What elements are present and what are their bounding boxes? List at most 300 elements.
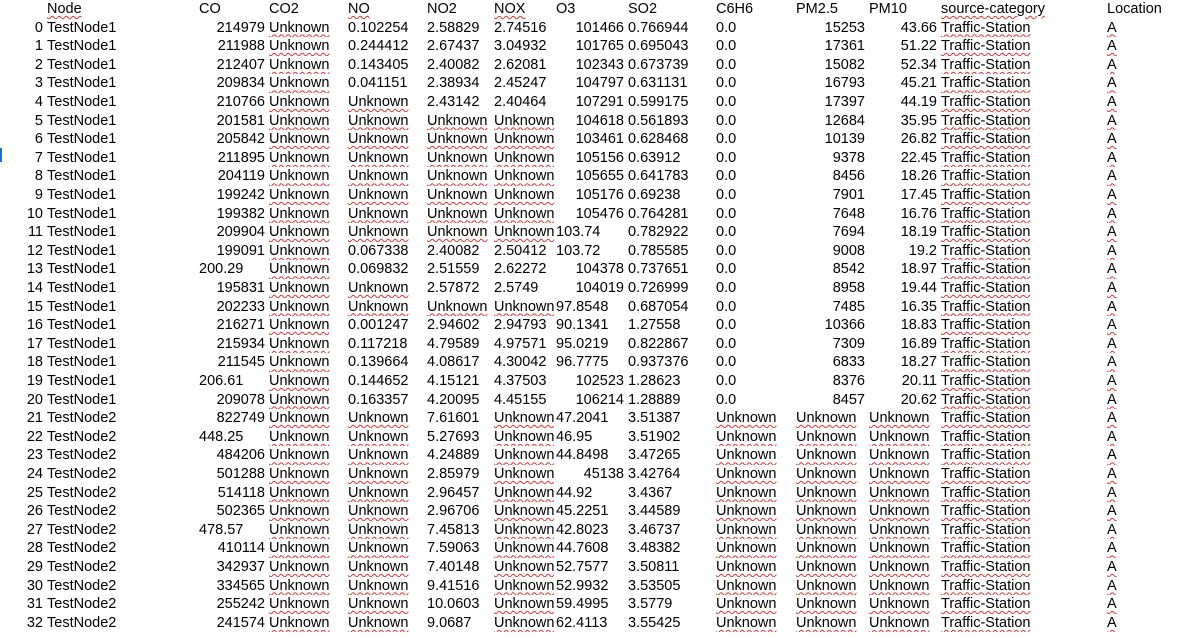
cell-nox[interactable]: [492, 130, 554, 149]
cell-no[interactable]: [346, 521, 425, 540]
cell-no2[interactable]: [425, 260, 492, 279]
cell-no[interactable]: [346, 93, 425, 112]
cell-c6h6[interactable]: [714, 391, 794, 410]
cell-no[interactable]: [346, 167, 425, 186]
cell-node[interactable]: [45, 372, 197, 391]
cell-co[interactable]: [197, 316, 267, 335]
cell-o3[interactable]: [554, 353, 626, 372]
cell-o3[interactable]: [554, 614, 626, 633]
cell-so2[interactable]: [626, 186, 714, 205]
cell-nox[interactable]: [492, 260, 554, 279]
cell-node[interactable]: [45, 37, 197, 56]
cell-so2[interactable]: [626, 223, 714, 242]
cell-pm10[interactable]: [867, 130, 939, 149]
cell-o3[interactable]: [554, 465, 626, 484]
cell-pm25[interactable]: [794, 372, 867, 391]
cell-index[interactable]: [0, 149, 45, 168]
cell-co[interactable]: [197, 353, 267, 372]
cell-source-category[interactable]: [939, 484, 1105, 503]
cell-pm10[interactable]: [867, 353, 939, 372]
cell-node[interactable]: [45, 521, 197, 540]
cell-no[interactable]: [346, 446, 425, 465]
cell-no2[interactable]: [425, 595, 492, 614]
cell-pm10[interactable]: [867, 186, 939, 205]
cell-c6h6[interactable]: [714, 74, 794, 93]
cell-no[interactable]: [346, 149, 425, 168]
cell-source-category[interactable]: [939, 260, 1105, 279]
cell-no2[interactable]: [425, 484, 492, 503]
cell-node[interactable]: [45, 595, 197, 614]
cell-node[interactable]: [45, 279, 197, 298]
cell-no2[interactable]: [425, 335, 492, 354]
cell-index[interactable]: [0, 558, 45, 577]
cell-co2[interactable]: [267, 149, 346, 168]
cell-nox[interactable]: [492, 595, 554, 614]
cell-location[interactable]: [1105, 502, 1200, 521]
cell-o3[interactable]: [554, 242, 626, 261]
cell-pm10[interactable]: [867, 539, 939, 558]
cell-pm25[interactable]: [794, 446, 867, 465]
cell-no[interactable]: [346, 353, 425, 372]
cell-no2[interactable]: [425, 558, 492, 577]
cell-source-category[interactable]: [939, 372, 1105, 391]
cell-location[interactable]: [1105, 279, 1200, 298]
cell-o3[interactable]: [554, 316, 626, 335]
header-cell-nox[interactable]: [492, 0, 554, 19]
cell-index[interactable]: [0, 260, 45, 279]
cell-c6h6[interactable]: [714, 409, 794, 428]
cell-so2[interactable]: [626, 130, 714, 149]
cell-so2[interactable]: [626, 167, 714, 186]
cell-no2[interactable]: [425, 167, 492, 186]
cell-co[interactable]: [197, 614, 267, 633]
cell-source-category[interactable]: [939, 614, 1105, 633]
cell-location[interactable]: [1105, 484, 1200, 503]
cell-c6h6[interactable]: [714, 335, 794, 354]
cell-co[interactable]: [197, 186, 267, 205]
cell-so2[interactable]: [626, 149, 714, 168]
cell-nox[interactable]: [492, 186, 554, 205]
cell-no2[interactable]: [425, 56, 492, 75]
cell-co[interactable]: [197, 521, 267, 540]
header-cell-source-category[interactable]: [939, 0, 1105, 19]
cell-pm10[interactable]: [867, 19, 939, 38]
cell-node[interactable]: [45, 112, 197, 131]
cell-co[interactable]: [197, 112, 267, 131]
cell-index[interactable]: [0, 446, 45, 465]
cell-nox[interactable]: [492, 353, 554, 372]
cell-so2[interactable]: [626, 112, 714, 131]
cell-pm25[interactable]: [794, 335, 867, 354]
cell-co[interactable]: [197, 242, 267, 261]
cell-no2[interactable]: [425, 186, 492, 205]
cell-no2[interactable]: [425, 149, 492, 168]
cell-nox[interactable]: [492, 577, 554, 596]
cell-pm25[interactable]: [794, 502, 867, 521]
cell-co2[interactable]: [267, 242, 346, 261]
cell-node[interactable]: [45, 93, 197, 112]
cell-co2[interactable]: [267, 93, 346, 112]
cell-node[interactable]: [45, 577, 197, 596]
cell-pm25[interactable]: [794, 186, 867, 205]
cell-o3[interactable]: [554, 428, 626, 447]
cell-co2[interactable]: [267, 372, 346, 391]
cell-location[interactable]: [1105, 74, 1200, 93]
cell-o3[interactable]: [554, 223, 626, 242]
cell-nox[interactable]: [492, 614, 554, 633]
cell-pm25[interactable]: [794, 242, 867, 261]
cell-pm10[interactable]: [867, 595, 939, 614]
cell-no[interactable]: [346, 56, 425, 75]
cell-index[interactable]: [0, 428, 45, 447]
cell-node[interactable]: [45, 614, 197, 633]
cell-pm10[interactable]: [867, 484, 939, 503]
cell-no[interactable]: [346, 595, 425, 614]
cell-no[interactable]: [346, 577, 425, 596]
cell-o3[interactable]: [554, 446, 626, 465]
cell-nox[interactable]: [492, 149, 554, 168]
cell-pm10[interactable]: [867, 93, 939, 112]
cell-index[interactable]: [0, 186, 45, 205]
cell-co[interactable]: [197, 37, 267, 56]
cell-index[interactable]: [0, 335, 45, 354]
cell-source-category[interactable]: [939, 446, 1105, 465]
cell-node[interactable]: [45, 428, 197, 447]
cell-no[interactable]: [346, 260, 425, 279]
cell-so2[interactable]: [626, 298, 714, 317]
cell-node[interactable]: [45, 484, 197, 503]
cell-pm10[interactable]: [867, 409, 939, 428]
cell-index[interactable]: [0, 37, 45, 56]
cell-location[interactable]: [1105, 595, 1200, 614]
cell-pm25[interactable]: [794, 558, 867, 577]
cell-co2[interactable]: [267, 298, 346, 317]
cell-pm10[interactable]: [867, 521, 939, 540]
header-cell-no2[interactable]: [425, 0, 492, 19]
cell-nox[interactable]: [492, 465, 554, 484]
cell-co2[interactable]: [267, 484, 346, 503]
cell-no2[interactable]: [425, 223, 492, 242]
cell-index[interactable]: [0, 205, 45, 224]
cell-pm10[interactable]: [867, 465, 939, 484]
cell-co2[interactable]: [267, 446, 346, 465]
cell-index[interactable]: [0, 279, 45, 298]
cell-index[interactable]: [0, 577, 45, 596]
cell-c6h6[interactable]: [714, 112, 794, 131]
header-cell-co[interactable]: [197, 0, 267, 19]
cell-source-category[interactable]: [939, 595, 1105, 614]
cell-index[interactable]: [0, 372, 45, 391]
cell-pm25[interactable]: [794, 539, 867, 558]
cell-co2[interactable]: [267, 353, 346, 372]
cell-no[interactable]: [346, 614, 425, 633]
cell-index[interactable]: [0, 521, 45, 540]
cell-pm25[interactable]: [794, 112, 867, 131]
cell-c6h6[interactable]: [714, 428, 794, 447]
cell-index[interactable]: [0, 614, 45, 633]
cell-source-category[interactable]: [939, 186, 1105, 205]
cell-pm25[interactable]: [794, 409, 867, 428]
cell-nox[interactable]: [492, 372, 554, 391]
cell-no2[interactable]: [425, 316, 492, 335]
cell-co2[interactable]: [267, 56, 346, 75]
cell-no[interactable]: [346, 372, 425, 391]
cell-index[interactable]: [0, 465, 45, 484]
cell-co[interactable]: [197, 205, 267, 224]
cell-index[interactable]: [0, 167, 45, 186]
cell-index[interactable]: [0, 93, 45, 112]
cell-location[interactable]: [1105, 56, 1200, 75]
cell-pm25[interactable]: [794, 353, 867, 372]
cell-node[interactable]: [45, 260, 197, 279]
cell-node[interactable]: [45, 353, 197, 372]
cell-nox[interactable]: [492, 279, 554, 298]
cell-source-category[interactable]: [939, 558, 1105, 577]
cell-co[interactable]: [197, 279, 267, 298]
cell-no2[interactable]: [425, 19, 492, 38]
cell-pm10[interactable]: [867, 391, 939, 410]
header-cell-pm10[interactable]: [867, 0, 939, 19]
header-cell-co2[interactable]: [267, 0, 346, 19]
cell-no2[interactable]: [425, 74, 492, 93]
cell-location[interactable]: [1105, 167, 1200, 186]
cell-o3[interactable]: [554, 335, 626, 354]
cell-o3[interactable]: [554, 484, 626, 503]
cell-c6h6[interactable]: [714, 577, 794, 596]
cell-co[interactable]: [197, 539, 267, 558]
cell-co2[interactable]: [267, 112, 346, 131]
cell-no[interactable]: [346, 428, 425, 447]
cell-pm10[interactable]: [867, 149, 939, 168]
cell-pm10[interactable]: [867, 223, 939, 242]
cell-co[interactable]: [197, 372, 267, 391]
cell-co[interactable]: [197, 446, 267, 465]
cell-pm10[interactable]: [867, 614, 939, 633]
cell-co2[interactable]: [267, 279, 346, 298]
cell-o3[interactable]: [554, 595, 626, 614]
cell-location[interactable]: [1105, 112, 1200, 131]
cell-no[interactable]: [346, 279, 425, 298]
cell-o3[interactable]: [554, 372, 626, 391]
cell-co[interactable]: [197, 484, 267, 503]
cell-so2[interactable]: [626, 595, 714, 614]
cell-co2[interactable]: [267, 223, 346, 242]
cell-no[interactable]: [346, 409, 425, 428]
cell-so2[interactable]: [626, 93, 714, 112]
cell-co[interactable]: [197, 260, 267, 279]
cell-node[interactable]: [45, 242, 197, 261]
cell-c6h6[interactable]: [714, 186, 794, 205]
cell-pm25[interactable]: [794, 484, 867, 503]
cell-no2[interactable]: [425, 130, 492, 149]
cell-co2[interactable]: [267, 577, 346, 596]
cell-index[interactable]: [0, 409, 45, 428]
cell-nox[interactable]: [492, 335, 554, 354]
cell-source-category[interactable]: [939, 167, 1105, 186]
cell-o3[interactable]: [554, 149, 626, 168]
cell-pm10[interactable]: [867, 167, 939, 186]
header-cell-no[interactable]: [346, 0, 425, 19]
cell-so2[interactable]: [626, 74, 714, 93]
cell-node[interactable]: [45, 391, 197, 410]
cell-c6h6[interactable]: [714, 205, 794, 224]
cell-nox[interactable]: [492, 298, 554, 317]
cell-location[interactable]: [1105, 372, 1200, 391]
cell-no2[interactable]: [425, 577, 492, 596]
cell-source-category[interactable]: [939, 74, 1105, 93]
cell-o3[interactable]: [554, 279, 626, 298]
cell-source-category[interactable]: [939, 409, 1105, 428]
cell-no2[interactable]: [425, 205, 492, 224]
cell-c6h6[interactable]: [714, 521, 794, 540]
cell-co[interactable]: [197, 93, 267, 112]
cell-pm10[interactable]: [867, 37, 939, 56]
cell-c6h6[interactable]: [714, 298, 794, 317]
cell-so2[interactable]: [626, 428, 714, 447]
cell-no2[interactable]: [425, 521, 492, 540]
cell-c6h6[interactable]: [714, 539, 794, 558]
cell-location[interactable]: [1105, 577, 1200, 596]
cell-source-category[interactable]: [939, 521, 1105, 540]
cell-node[interactable]: [45, 74, 197, 93]
cell-nox[interactable]: [492, 167, 554, 186]
cell-nox[interactable]: [492, 446, 554, 465]
cell-co2[interactable]: [267, 186, 346, 205]
cell-nox[interactable]: [492, 409, 554, 428]
cell-no[interactable]: [346, 19, 425, 38]
cell-pm10[interactable]: [867, 112, 939, 131]
cell-pm10[interactable]: [867, 502, 939, 521]
cell-source-category[interactable]: [939, 577, 1105, 596]
cell-co[interactable]: [197, 223, 267, 242]
cell-so2[interactable]: [626, 484, 714, 503]
cell-co2[interactable]: [267, 409, 346, 428]
cell-source-category[interactable]: [939, 316, 1105, 335]
cell-source-category[interactable]: [939, 391, 1105, 410]
cell-pm10[interactable]: [867, 260, 939, 279]
cell-o3[interactable]: [554, 502, 626, 521]
cell-no[interactable]: [346, 298, 425, 317]
cell-source-category[interactable]: [939, 279, 1105, 298]
cell-source-category[interactable]: [939, 112, 1105, 131]
cell-co[interactable]: [197, 465, 267, 484]
cell-co[interactable]: [197, 149, 267, 168]
cell-no2[interactable]: [425, 428, 492, 447]
cell-source-category[interactable]: [939, 353, 1105, 372]
cell-node[interactable]: [45, 56, 197, 75]
cell-index[interactable]: [0, 502, 45, 521]
cell-o3[interactable]: [554, 577, 626, 596]
cell-location[interactable]: [1105, 260, 1200, 279]
cell-co2[interactable]: [267, 167, 346, 186]
cell-no[interactable]: [346, 502, 425, 521]
cell-co2[interactable]: [267, 391, 346, 410]
cell-source-category[interactable]: [939, 502, 1105, 521]
cell-c6h6[interactable]: [714, 558, 794, 577]
cell-co[interactable]: [197, 409, 267, 428]
cell-no2[interactable]: [425, 614, 492, 633]
cell-location[interactable]: [1105, 409, 1200, 428]
header-cell-node[interactable]: [45, 0, 197, 19]
cell-location[interactable]: [1105, 19, 1200, 38]
cell-location[interactable]: [1105, 614, 1200, 633]
cell-no2[interactable]: [425, 372, 492, 391]
cell-c6h6[interactable]: [714, 446, 794, 465]
cell-c6h6[interactable]: [714, 242, 794, 261]
cell-co2[interactable]: [267, 260, 346, 279]
cell-o3[interactable]: [554, 205, 626, 224]
cell-no2[interactable]: [425, 279, 492, 298]
cell-c6h6[interactable]: [714, 130, 794, 149]
cell-so2[interactable]: [626, 56, 714, 75]
cell-pm10[interactable]: [867, 56, 939, 75]
cell-c6h6[interactable]: [714, 93, 794, 112]
cell-so2[interactable]: [626, 372, 714, 391]
cell-source-category[interactable]: [939, 37, 1105, 56]
cell-pm10[interactable]: [867, 279, 939, 298]
cell-co2[interactable]: [267, 539, 346, 558]
cell-source-category[interactable]: [939, 56, 1105, 75]
cell-no[interactable]: [346, 130, 425, 149]
cell-node[interactable]: [45, 130, 197, 149]
cell-c6h6[interactable]: [714, 595, 794, 614]
cell-co[interactable]: [197, 56, 267, 75]
cell-node[interactable]: [45, 539, 197, 558]
cell-o3[interactable]: [554, 112, 626, 131]
cell-no[interactable]: [346, 484, 425, 503]
cell-nox[interactable]: [492, 539, 554, 558]
cell-source-category[interactable]: [939, 93, 1105, 112]
cell-c6h6[interactable]: [714, 37, 794, 56]
cell-co2[interactable]: [267, 205, 346, 224]
cell-nox[interactable]: [492, 19, 554, 38]
cell-location[interactable]: [1105, 130, 1200, 149]
cell-source-category[interactable]: [939, 539, 1105, 558]
cell-location[interactable]: [1105, 539, 1200, 558]
cell-pm25[interactable]: [794, 391, 867, 410]
cell-no[interactable]: [346, 391, 425, 410]
cell-location[interactable]: [1105, 335, 1200, 354]
cell-so2[interactable]: [626, 279, 714, 298]
cell-index[interactable]: [0, 539, 45, 558]
cell-node[interactable]: [45, 316, 197, 335]
cell-so2[interactable]: [626, 335, 714, 354]
cell-pm25[interactable]: [794, 260, 867, 279]
cell-pm25[interactable]: [794, 130, 867, 149]
cell-no[interactable]: [346, 242, 425, 261]
cell-node[interactable]: [45, 149, 197, 168]
cell-no2[interactable]: [425, 298, 492, 317]
cell-pm25[interactable]: [794, 19, 867, 38]
cell-nox[interactable]: [492, 316, 554, 335]
cell-pm10[interactable]: [867, 298, 939, 317]
cell-location[interactable]: [1105, 316, 1200, 335]
cell-c6h6[interactable]: [714, 149, 794, 168]
cell-co[interactable]: [197, 74, 267, 93]
cell-index[interactable]: [0, 130, 45, 149]
cell-no[interactable]: [346, 37, 425, 56]
cell-so2[interactable]: [626, 242, 714, 261]
cell-co2[interactable]: [267, 558, 346, 577]
cell-co[interactable]: [197, 391, 267, 410]
header-cell-location[interactable]: [1105, 0, 1200, 19]
cell-pm10[interactable]: [867, 205, 939, 224]
cell-node[interactable]: [45, 167, 197, 186]
cell-so2[interactable]: [626, 19, 714, 38]
cell-so2[interactable]: [626, 409, 714, 428]
cell-no2[interactable]: [425, 446, 492, 465]
cell-co2[interactable]: [267, 502, 346, 521]
